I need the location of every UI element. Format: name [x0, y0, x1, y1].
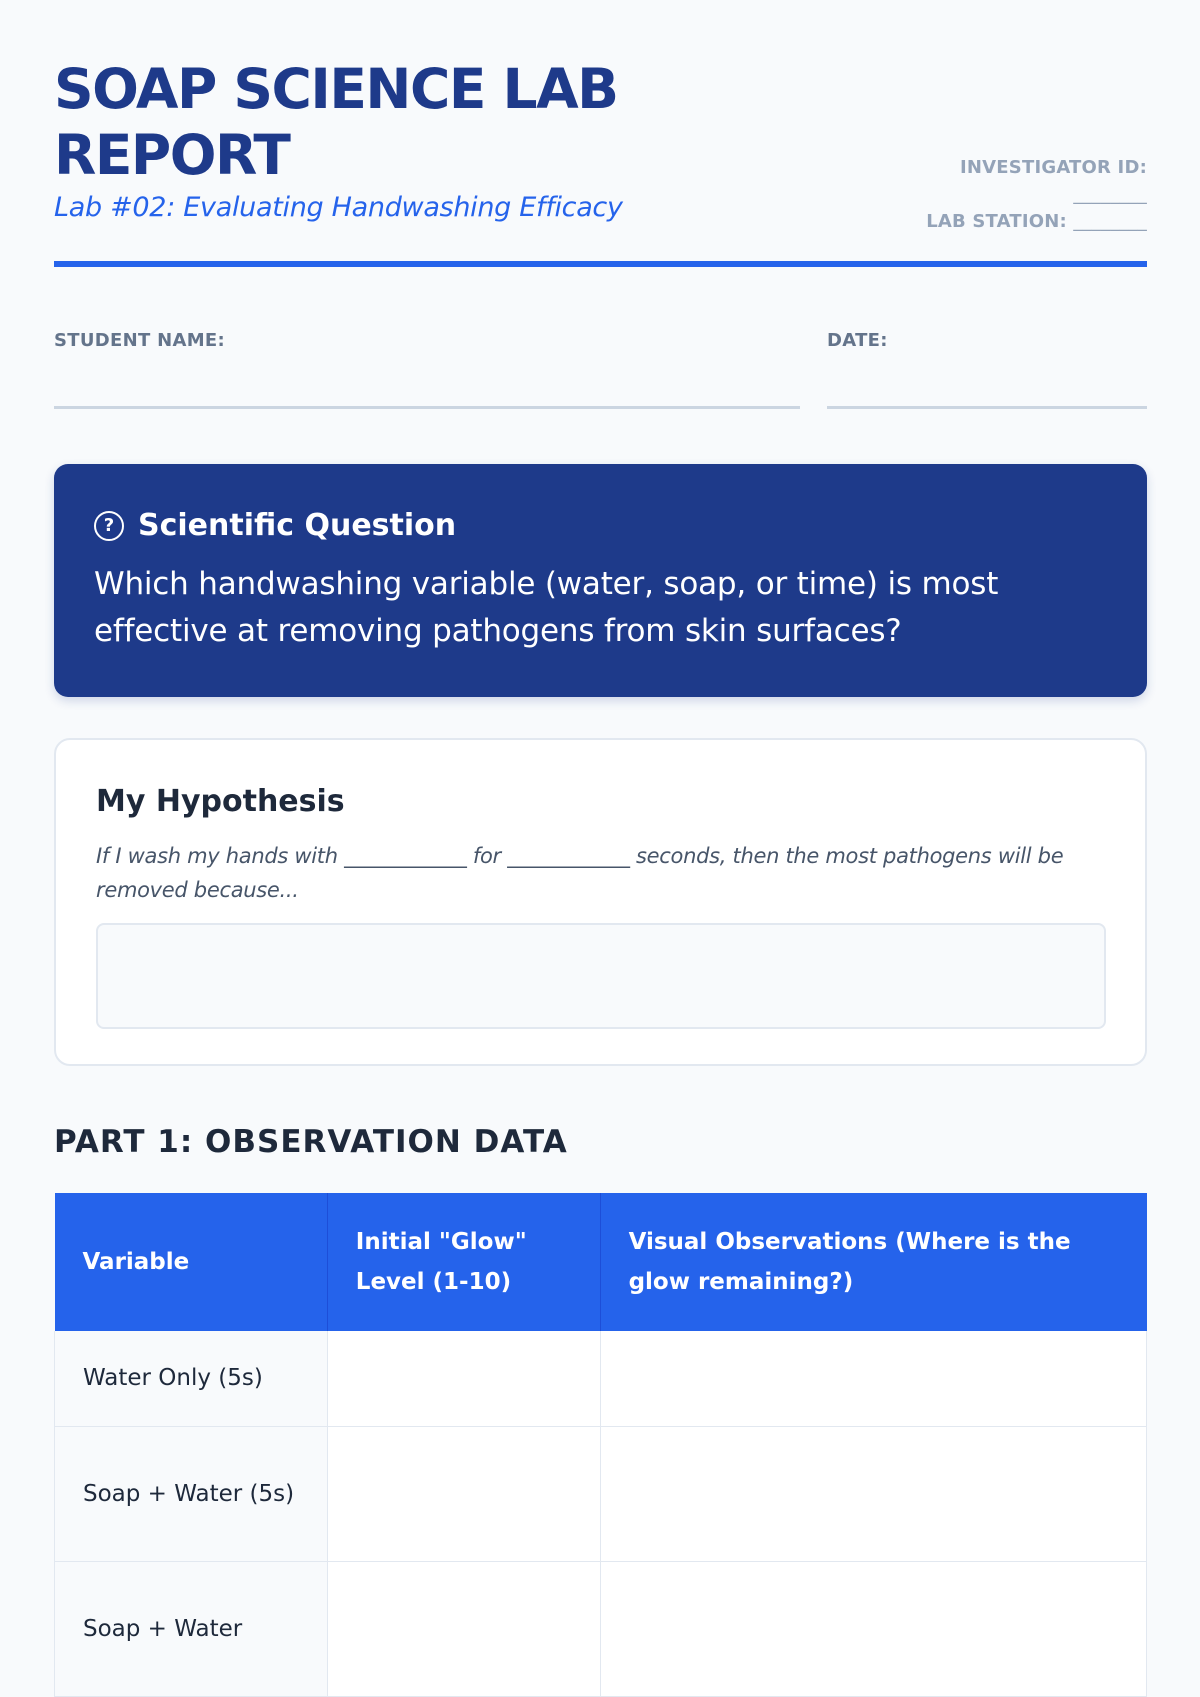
question-text: Which handwashing variable (water, soap, or time) is most effective at removing pathogens from skin surfaces? [94, 566, 999, 649]
student-name-label: STUDENT NAME: [54, 330, 226, 351]
variable-cell: Water Only (5s) [55, 1331, 328, 1426]
part1-title: PART 1: OBSERVATION DATA [54, 1124, 568, 1160]
report-title-line2: REPORT [54, 123, 290, 187]
student-name-field[interactable] [54, 406, 800, 409]
observation-cell[interactable] [600, 1561, 1146, 1696]
observation-table [54, 1193, 1147, 1697]
scientific-question-card [54, 464, 1147, 697]
column-header-glow-level: Initial "Glow" Level (1-10) [327, 1193, 600, 1331]
observation-cell[interactable] [600, 1426, 1146, 1561]
question-heading [94, 508, 1107, 543]
lab-station-label: LAB STATION: [926, 211, 1067, 232]
hypothesis-card [54, 738, 1147, 1066]
lab-station-blank[interactable]: ________ [1073, 211, 1147, 232]
report-subtitle: Lab #02: Evaluating Handwashing Efficacy [54, 192, 623, 223]
investigator-id-blank[interactable]: ________ [1073, 184, 1147, 205]
question-title: Scientific Question [138, 508, 457, 543]
question-circle-icon: ? [94, 511, 124, 541]
hypothesis-prompt: If I wash my hands with ____________ for ____________ seconds, then the most pathogens will be removed because... [96, 844, 1064, 902]
column-header-variable: Variable [55, 1193, 328, 1331]
report-title [54, 56, 754, 188]
hypothesis-answer-box[interactable] [96, 923, 1106, 1029]
report-header [54, 0, 1147, 268]
header-divider [54, 261, 1147, 267]
hypothesis-title: My Hypothesis [96, 784, 345, 819]
report-meta [917, 154, 1147, 235]
table-row [55, 1331, 1147, 1426]
table-row [55, 1561, 1147, 1696]
observation-cell[interactable] [600, 1331, 1146, 1426]
lab-report-page [54, 0, 1147, 1642]
table-header-row [55, 1193, 1147, 1331]
report-title-line1: SOAP SCIENCE LAB [54, 57, 618, 121]
date-label: DATE: [827, 330, 888, 351]
variable-cell: Soap + Water (5s) [55, 1426, 328, 1561]
glow-level-cell[interactable] [327, 1331, 600, 1426]
date-field[interactable] [827, 406, 1147, 409]
column-header-observations: Visual Observations (Where is the glow remaining?) [600, 1193, 1146, 1331]
table-row [55, 1426, 1147, 1561]
student-fields [54, 330, 1147, 410]
investigator-id-label: INVESTIGATOR ID: [960, 157, 1147, 178]
variable-cell: Soap + Water [55, 1561, 328, 1696]
glow-level-cell[interactable] [327, 1561, 600, 1696]
glow-level-cell[interactable] [327, 1426, 600, 1561]
